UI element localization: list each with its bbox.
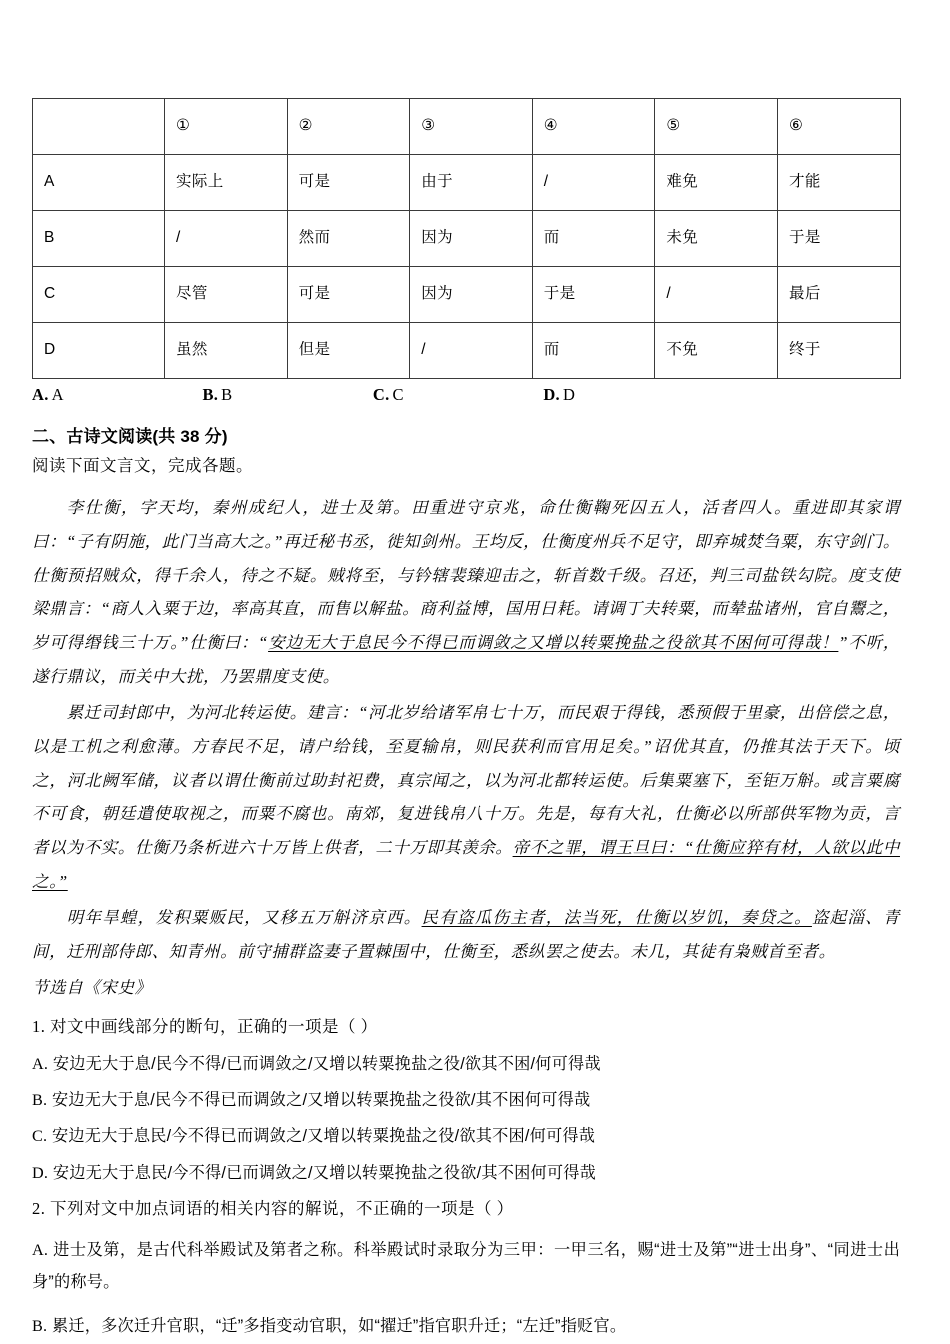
question-1-option-d[interactable]: D. 安边无大于息民/今不得/已而调敛之/又增以转粟挽盐之役欲/其不困何可得哉	[32, 1163, 597, 1182]
table-row	[33, 267, 901, 323]
passage-p3-part-b: 盗起淄、青间，迁刑部侍郎、知青州。前守捕群盗妻子置棘围中，仕衡至，悉纵罢之使去。未几，其徒有枭贼首至者。	[32, 907, 901, 961]
table-cell-d-2: 但是	[287, 323, 410, 379]
table-cell-a-4: /	[532, 155, 655, 211]
question-1-option-a[interactable]: A. 安边无大于息/民今不得/已而调敛之/又增以转粟挽盐之役/欲其不困/何可得哉	[32, 1054, 601, 1073]
table-cell-b-1: /	[165, 211, 288, 267]
section-heading: 二、古诗文阅读(共 38 分)	[32, 427, 228, 446]
table-cell-d-3: /	[410, 323, 533, 379]
table-cell-a-3: 由于	[410, 155, 533, 211]
table-cell-b-4: 而	[532, 211, 655, 267]
table-cell-a-2: 可是	[287, 155, 410, 211]
passage-paragraph-1	[32, 491, 900, 694]
table-cell-b-2: 然而	[287, 211, 410, 267]
table-cell-b-6: 于是	[777, 211, 900, 267]
passage-source: 节选自《宋史》	[32, 978, 152, 998]
section-subheading: 阅读下面文言文，完成各题。	[32, 456, 253, 475]
passage-p2-underlined: 帝不之罪，谓王旦曰：“仕衡应猝有材，人欲以此中之。”	[32, 838, 900, 891]
table-cell-a-1: 实际上	[165, 155, 288, 211]
table-cell-d-4: 而	[532, 323, 655, 379]
table-header-cell-4: ④	[532, 99, 655, 155]
table-row	[33, 323, 901, 379]
table-cell-c-3: 因为	[410, 267, 533, 323]
question-2-option-b[interactable]: B. 累迁，多次迁升官职，“迁”多指变动官职，如“擢迁”指官职升迁；“左迁”指贬官。	[32, 1317, 627, 1336]
table-cell-b-3: 因为	[410, 211, 533, 267]
table-cell-a-5: 难免	[655, 155, 778, 211]
question-1-option-c[interactable]: C. 安边无大于息民/今不得已而调敛之/又增以转粟挽盐之役/欲其不困/何可得哉	[32, 1127, 596, 1146]
table-cell-c-1: 尽管	[165, 267, 288, 323]
passage-p1-part-b: ”不听，遂行鼎议，而关中大扰，乃罢鼎度支使。	[32, 633, 900, 687]
passage-paragraph-3	[32, 901, 900, 969]
question-1-stem: 1. 对文中画线部分的断句，正确的一项是（ ）	[32, 1017, 378, 1037]
table-row-label-b: B	[33, 211, 165, 267]
table-header-cell-5: ⑤	[655, 99, 778, 155]
table-row	[33, 211, 901, 267]
passage-p1-part-a: 李仕衡，字天均，秦州成纪人，进士及第。田重进守京兆，命仕衡鞠死囚五人，活者四人。重进即其家谓曰：“子有阴施，此门当高大之。”再迁秘书丞，徙知剑州。王均反，仕衡度州兵不足守，即弃城焚刍粟，东守剑门。仕衡预招贼众，得千余人，待之不疑。贼将至，与钤辖裴臻迎击之，斩首数千级。召还，判三司盐铁勾院。度支使梁鼎言：“商人入粟于边，率高其直，而售以解盐。商利益博，国用日耗。请调丁夫转粟，而辇盐诸州，官自鬻之，岁可得缗钱三十万。”仕衡曰：“	[32, 498, 900, 653]
table-answer-option-d[interactable]: D. D	[543, 385, 576, 404]
table-cell-c-6: 最后	[777, 267, 900, 323]
table-cell-c-4: 于是	[532, 267, 655, 323]
passage-p3-part-a: 明年旱蝗，发积粟贩民，又移五万斛济京西。	[66, 907, 422, 927]
table-row-label-a: A	[33, 155, 165, 211]
table-answer-option-c[interactable]: C. C	[372, 385, 404, 404]
table-answer-option-b[interactable]: B. B	[202, 385, 233, 404]
table-cell-d-6: 终于	[777, 323, 900, 379]
table-corner-cell	[33, 99, 165, 155]
passage-p1-underlined: 安边无大于息民今不得已而调敛之又增以转粟挽盐之役欲其不困何可得哉！	[268, 633, 839, 653]
connective-choice-table	[32, 98, 901, 379]
question-2-option-a[interactable]: A. 进士及第，是古代科举殿试及第者之称。科举殿试时录取分为三甲：一甲三名，赐“进士及第”“进士出身”、“同进士出身”的称号。	[32, 1240, 901, 1291]
table-cell-a-6: 才能	[777, 155, 900, 211]
table-cell-c-5: /	[655, 267, 778, 323]
table-header-cell-2: ②	[287, 99, 410, 155]
table-answer-options	[32, 385, 900, 405]
table-cell-b-5: 未免	[655, 211, 778, 267]
passage-p2-text: 累迁司封郎中，为河北转运使。建言：“河北岁给诸军帛七十万，而民艰于得钱，悉预假于里豪，出倍偿之息，以是工机之利愈薄。方春民不足，请户给钱，至夏输帛，则民获利而官用足矣。”诏优其直，仍推其法于天下。顷之，河北阙军储，议者以谓仕衡前过助封祀费，真宗闻之，以为河北都转运使。后集粟塞下，至钜万斛。或言粟腐不可食，朝廷遣使取视之，而粟不腐也。南郊，复进钱帛八十万。先是，每有大礼，仕衡必以所部供军物为贡，言者以为不实。仕衡乃条析进六十万皆上供者，二十万即其羡余。	[32, 702, 900, 858]
table-row	[33, 155, 901, 211]
question-2-stem: 2. 下列对文中加点词语的相关内容的解说，不正确的一项是（ ）	[32, 1198, 514, 1218]
passage-paragraph-2	[32, 696, 900, 899]
table-header-row	[33, 99, 901, 155]
question-1-option-b[interactable]: B. 安边无大于息/民今不得已而调敛之/又增以转粟挽盐之役欲/其不困何可得哉	[32, 1091, 591, 1110]
table-header-cell-6: ⑥	[777, 99, 900, 155]
table-answer-option-a[interactable]: A. A	[32, 385, 64, 404]
table-header-cell-3: ③	[410, 99, 533, 155]
table-row-label-c: C	[33, 267, 165, 323]
table-row-label-d: D	[33, 323, 165, 379]
table-header-cell-1: ①	[165, 99, 288, 155]
table-cell-d-1: 虽然	[165, 323, 288, 379]
passage-p3-underlined: 民有盗瓜伤主者，法当死，仕衡以岁饥，奏贷之。	[421, 907, 812, 927]
table-cell-d-5: 不免	[655, 323, 778, 379]
table-cell-c-2: 可是	[287, 267, 410, 323]
